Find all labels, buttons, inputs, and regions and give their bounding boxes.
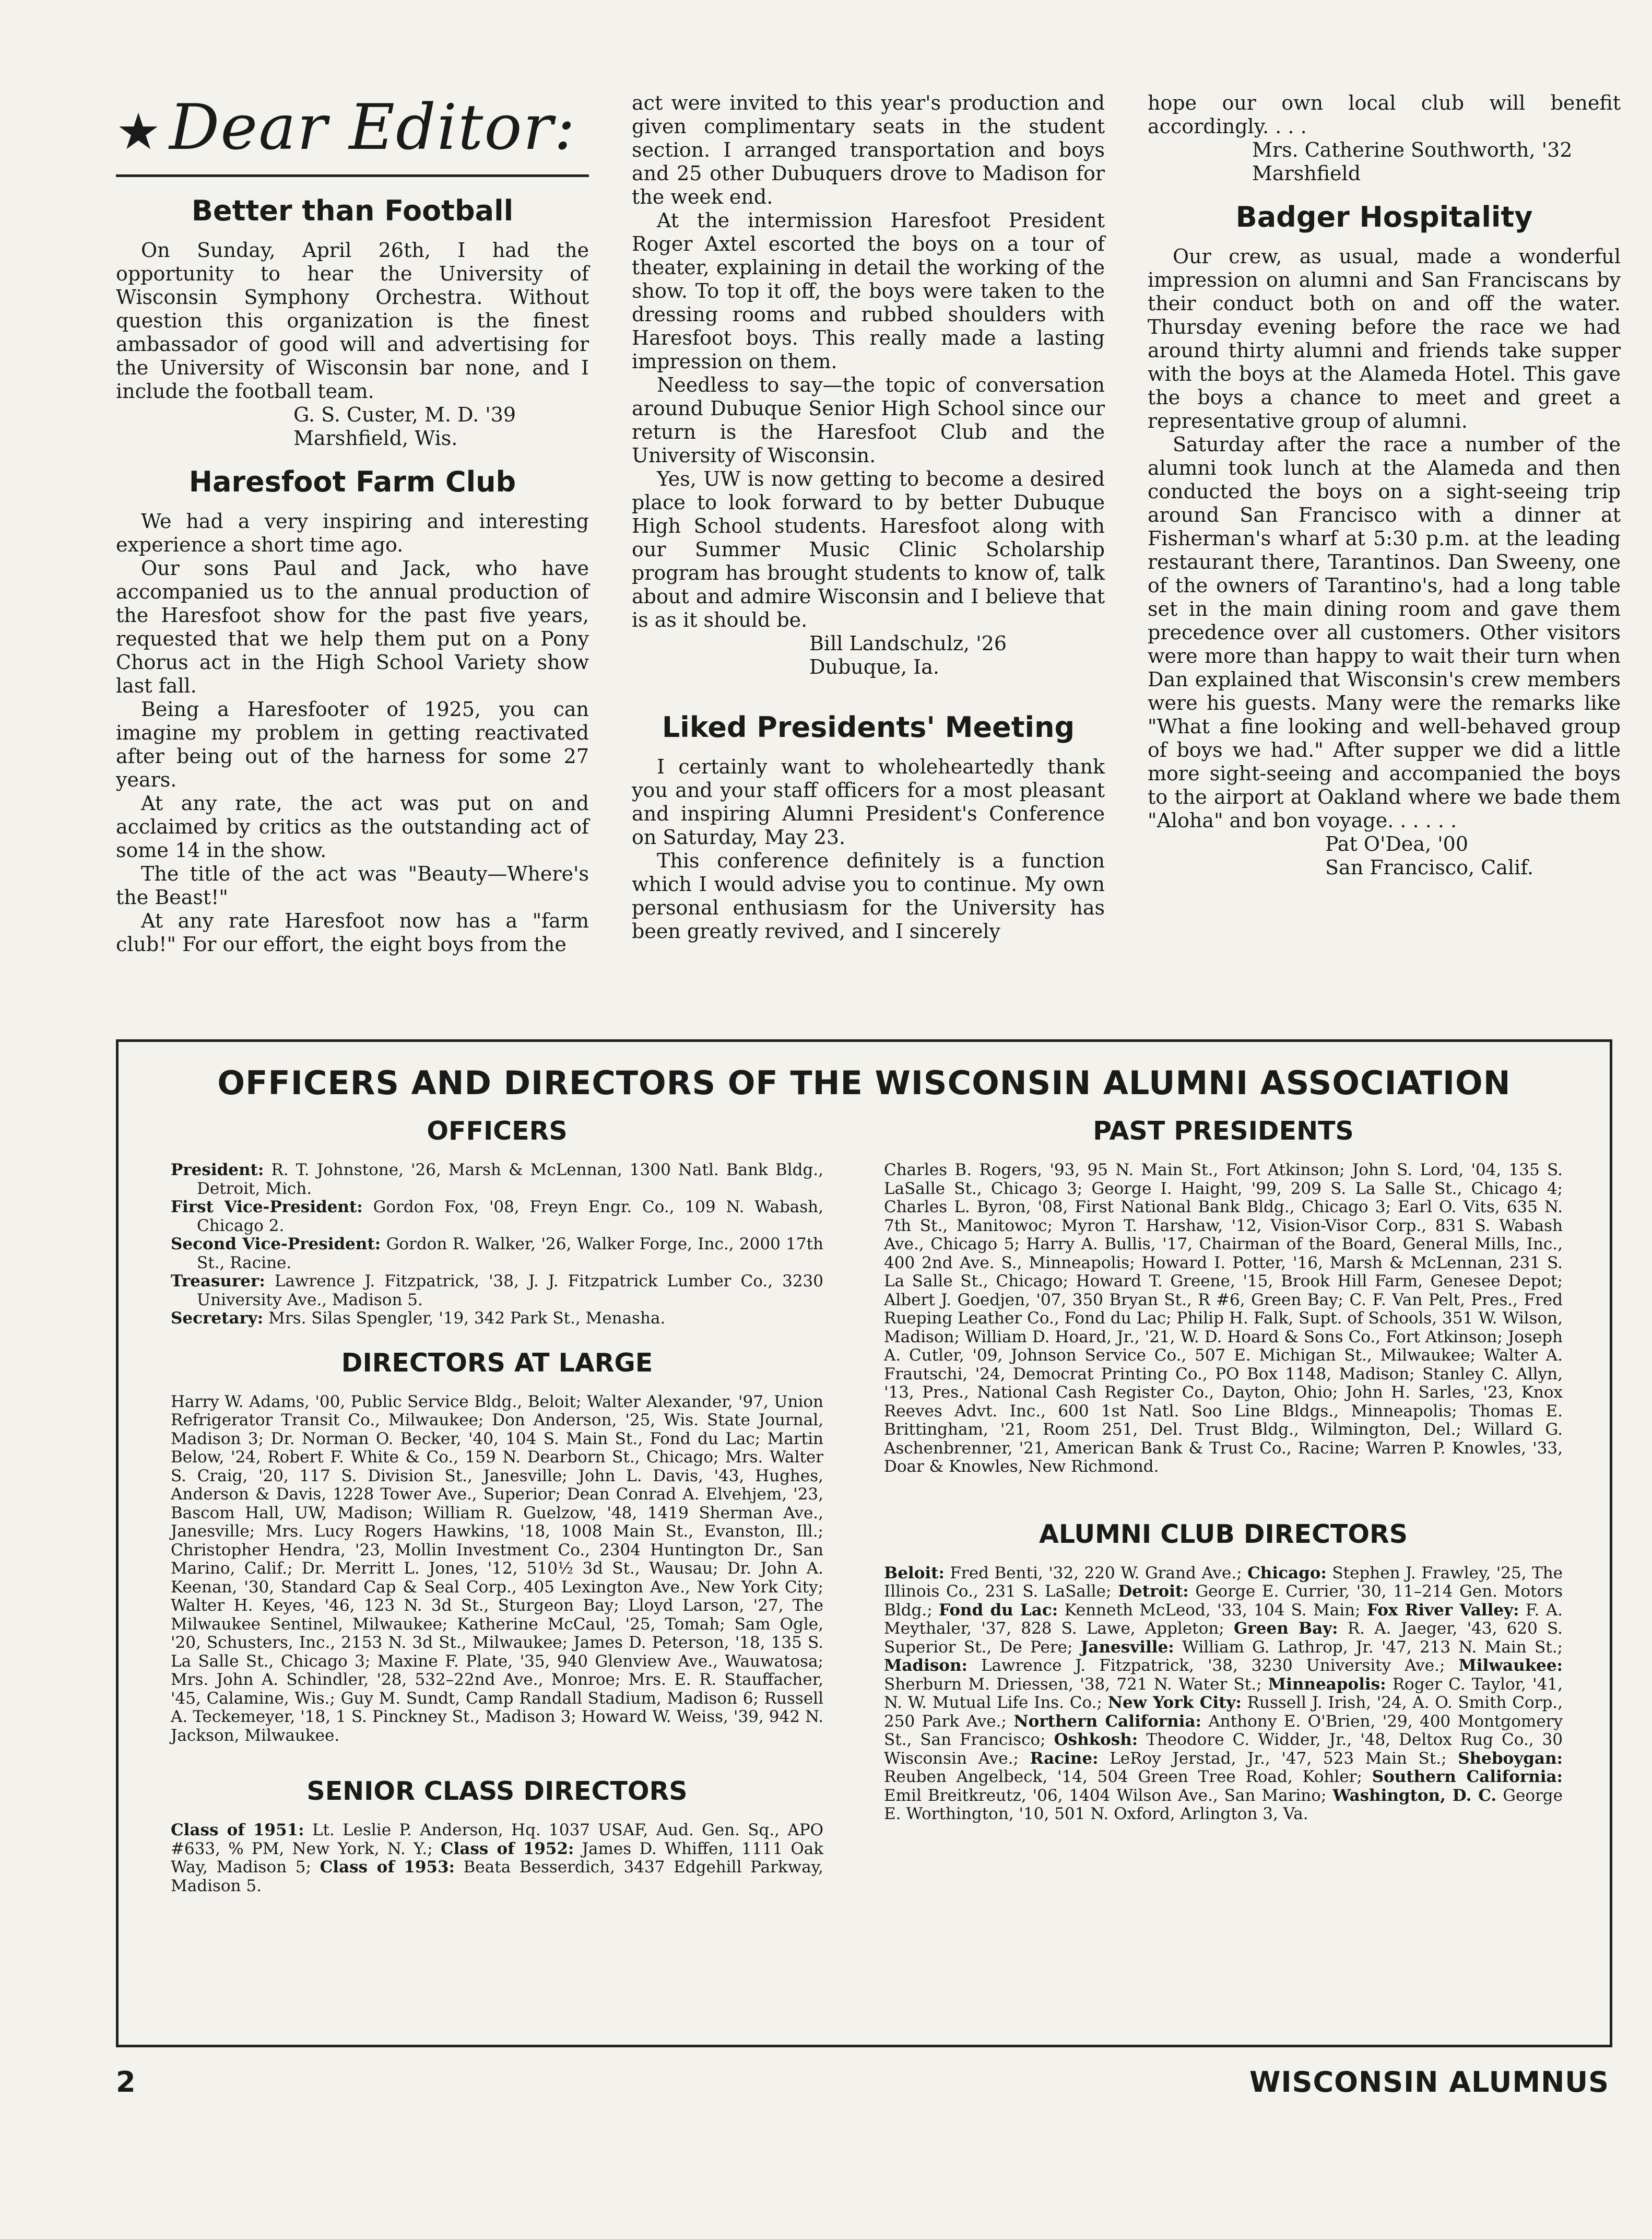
paragraph: At the intermission Haresfoot President Roger Axtel escorted the boys on a tour of theater, explaining in detail the working of the show. To top it off, the boys were taken to the dressing rooms and rubbed shoulders with Haresfoot boys. This really made a lasting impression on them. [632, 209, 1105, 373]
title-rule [116, 174, 589, 177]
club-text: Roger C. Taylor, '41, N. W. Mutual Life Ins. Co.; [884, 1674, 1563, 1712]
club-text: Anthony E. O'Brien, '29, 400 Montgomery St., San Francisco; [884, 1712, 1563, 1749]
signature-location: Marshfield, Wis. [293, 427, 458, 450]
officers-directors-box [116, 1039, 1612, 2047]
page-number: 2 [116, 2066, 136, 2099]
club-text: Fred Benti, '32, 220 W. Grand Ave.; [950, 1563, 1242, 1582]
club-label: Detroit: [1118, 1582, 1189, 1601]
signature-location: Marshfield [1252, 162, 1361, 185]
club-label: Oshkosh: [1054, 1730, 1138, 1749]
dear-editor-text: Dear Editor: [169, 91, 576, 164]
officer-entry [171, 1272, 823, 1309]
signature-location: Dubuque, Ia. [809, 655, 939, 678]
paragraph: Yes, UW is now getting to become a desired place to look forward to by better Dubuque High School students. Haresfoot along with our Summer Music Clinic Scholarship program has brought students to know of, talk about and admire Wisconsin and I believe that is as it should be. [632, 467, 1105, 631]
officer-role: Treasurer: [171, 1272, 265, 1291]
magazine-name: WISCONSIN ALUMNUS [1249, 2066, 1609, 2099]
section-heading-officers: OFFICERS [427, 1116, 568, 1146]
class-label: Class of 1952: [440, 1839, 574, 1858]
section-heading-club-directors: ALUMNI CLUB DIRECTORS [1039, 1519, 1408, 1549]
officer-entry [171, 1309, 823, 1328]
box-title: OFFICERS AND DIRECTORS OF THE WISCONSIN ALUMNI ASSOCIATION [217, 1064, 1511, 1102]
club-text: William G. Lathrop, Jr. '47, 213 N. Main St.; [1182, 1637, 1563, 1657]
officer-text: Mrs. Silas Spengler, '19, 342 Park St., Menasha. [268, 1309, 666, 1328]
class-text: Lt. Leslie P. Anderson, Hq. 1037 USAF, Aud. Gen. Sq., APO #633, % PM, New York, N. Y.; [171, 1821, 823, 1858]
paragraph: At any rate, the act was put on and acclaimed by critics as the outstanding act of some 14 in the show. [116, 792, 589, 862]
letter-heading-presidents: Liked Presidents' Meeting [662, 711, 1075, 744]
column-2 [632, 91, 1105, 943]
club-text: Sherburn M. Driessen, '38, 721 N. Water St.; [884, 1674, 1262, 1694]
club-text: F. A. Meythaler, '37, 828 S. Lawe, Appleton; [884, 1600, 1563, 1638]
club-label: Minneapolis: [1268, 1674, 1386, 1694]
officer-text: Gordon R. Walker, '26, Walker Forge, Inc., 2000 17th St., Racine. [197, 1235, 823, 1272]
club-label: Madison: [884, 1656, 967, 1675]
section-heading-senior-class: SENIOR CLASS DIRECTORS [306, 1776, 688, 1806]
class-label: Class of 1953: [320, 1858, 455, 1877]
paragraph: We had a very inspiring and interesting experience a short time ago. [116, 510, 589, 556]
officer-text: Gordon Fox, '08, Freyn Engr. Co., 109 N. Wabash, Chicago 2. [197, 1198, 824, 1235]
paragraph: Our crew, as usual, made a wonderful impression on alumni and San Franciscans by their conduct both on and off the water. Thursday evening before the race we had around thirty alumni and friends take supper with the boys at the Alameda Hotel. This gave the boys a chance to meet and greet a representative group of alumni. [1148, 245, 1621, 432]
section-heading-directors-at-large: DIRECTORS AT LARGE [341, 1347, 653, 1378]
paragraph-continued: act were invited to this year's production and given complimentary seats in the student section. I arranged transportation and boys and 25 other Dubuquers drove to Madison for the week end. [632, 91, 1105, 208]
club-label: Fox River Valley: [1366, 1600, 1519, 1620]
paragraph: Saturday after the race a number of the alumni took lunch at the Alameda and then conducted the boys on a sight-seeing trip around San Francisco with a dinner at Fisherman's wharf at 5:30 p.m. at the leading restaurant there, Tarantinos. Dan Sweeny, one of the owners of Tarantino's, had a long table set in the main dining room and gave them precedence over all customers. Other visitors were more than happy to wait their turn when Dan explained that Wisconsin's crew members were his guests. Many were the remarks like "What a fine looking and well-behaved group of boys we had." After supper we did a little more sight-seeing and accompanied the boys to the airport at Oakland where we bade them "Aloha" and bon voyage. . . . . . [1148, 433, 1621, 832]
club-label: Southern California: [1372, 1767, 1563, 1786]
club-text: Theodore C. Widder, Jr., '48, Deltox Rug Co., 30 Wisconsin Ave.; [884, 1730, 1563, 1768]
senior-class-text [171, 1821, 823, 1895]
club-directors-text [884, 1564, 1563, 1824]
box-right-column [884, 1115, 1563, 1824]
club-label: Green Bay: [1233, 1619, 1338, 1638]
letter-heading-football: Better than Football [191, 194, 514, 227]
officer-role: First Vice-President: [171, 1198, 363, 1216]
paragraph: The title of the act was "Beauty—Where's the Beast!" [116, 862, 589, 909]
paragraph: This conference definitely is a function which I would advise you to continue. My own personal enthusiasm for the University has been greatly revived, and I sincerely [632, 849, 1105, 943]
club-label: Northern California: [1013, 1712, 1201, 1731]
class-text: Beata Besserdich, 3437 Edgehill Parkway, Madison 5. [171, 1858, 823, 1895]
letter-heading-haresfoot: Haresfoot Farm Club [188, 465, 516, 498]
signature: G. S. Custer, M. D. '39 [293, 403, 516, 426]
club-text: Emil Breitkreutz, '06, 1404 Wilson Ave., San Marino; [884, 1786, 1327, 1805]
paragraph: Needless to say—the topic of conversation around Dubuque Senior High School since our return is the Haresfoot Club and the University of Wisconsin. [632, 373, 1105, 467]
officer-entry [171, 1235, 823, 1272]
signature-block [1252, 138, 1621, 185]
signature-block [293, 403, 589, 450]
signature-block [809, 632, 1105, 679]
club-label: Chicago: [1247, 1563, 1327, 1582]
signature-block [1325, 833, 1621, 880]
club-label: Milwaukee: [1458, 1656, 1563, 1675]
club-text: George E. Currier, '30, 11–214 Gen. Motors Bldg.; [884, 1582, 1563, 1620]
club-label: Beloit: [884, 1563, 945, 1582]
club-label: Janesville: [1080, 1637, 1174, 1657]
club-label: Fond du Lac: [939, 1600, 1058, 1620]
star-icon: ★ [116, 102, 162, 161]
section-heading-past-presidents: PAST PRESIDENTS [1093, 1116, 1354, 1146]
officer-role: Second Vice-President: [171, 1235, 381, 1253]
dear-editor-title [116, 91, 589, 168]
officer-role: President: [171, 1160, 264, 1179]
officer-role: Secretary: [171, 1309, 264, 1328]
club-text: George E. Worthington, '10, 501 N. Oxford, Arlington 3, Va. [884, 1786, 1563, 1823]
signature: Bill Landschulz, '26 [809, 632, 1007, 655]
box-left-column [171, 1115, 823, 1895]
signature: Pat O'Dea, '00 [1325, 833, 1469, 855]
column-1 [116, 91, 589, 956]
directors-at-large-text: Harry W. Adams, '00, Public Service Bldg., Beloit; Walter Alexander, '97, Union Refrigerator Transit Co., Milwaukee; Don Anderson, '25, Wis. State Journal, Madison 3; Dr. Norman O. Becker, '40, 104 S. Main St., Fond du Lac; Martin Below, '24, Robert F. White & Co., 159 N. Dearborn St., Chicago; Mrs. Walter S. Craig, '20, 117 S. Division St., Janesville; John L. Davis, '43, Hughes, Anderson & Davis, 1228 Tower Ave., Superior; Dean Conrad A. Elvehjem, '23, Bascom Hall, UW, Madison; William R. Guelzow, '48, 1419 Sherman Ave., Janesville; Mrs. Lucy Rogers Hawkins, '18, 1008 Main St., Evanston, Ill.; Christopher Hendra, '23, Mollin Investment Co., 2304 Huntington Dr., San Marino, Calif.; Dr. Merritt L. Jones, '12, 510½ 3d St., Wausau; Dr. John A. Keenan, '30, Standard Cap & Seal Corp., 405 Lexington Ave., New York City; Walter H. Keyes, '46, 123 N. 3d St., Sturgeon Bay; Lloyd Larson, '27, The Milwaukee Sentinel, Milwaukee; Katherine McCaul, '25, Tomah; Sam Ogle, '20, Schusters, Inc., 2153 N. 3d St., Milwaukee; James D. Peterson, '18, 135 S. La Salle St., Chicago 3; Maxine F. Plate, '35, 940 Glenview Ave., Wauwatosa; Mrs. John A. Schindler, '28, 532–22nd Ave., Monroe; Mrs. E. R. Stauffacher, '45, Calamine, Wis.; Guy M. Sundt, Camp Randall Stadium, Madison 6; Russell A. Teckemeyer, '18, 1 S. Pinckney St., Madison 3; Howard W. Weiss, '39, 942 N. Jackson, Milwaukee. [171, 1392, 823, 1745]
officer-entry [171, 1161, 823, 1198]
class-text: James D. Whiffen, 1111 Oak Way, Madison 5; [171, 1839, 823, 1877]
officer-text: Lawrence J. Fitzpatrick, '38, J. J. Fitzpatrick Lumber Co., 3230 University Ave., Madison 5. [197, 1272, 824, 1309]
paragraph: On Sunday, April 26th, I had the opportunity to hear the University of Wisconsin Symphony Orchestra. Without question this organization is the finest ambassador of good will and advertising for the University of Wisconsin bar none, and I include the football team. [116, 239, 589, 403]
club-text: Reuben Angelbeck, '14, 504 Green Tree Road, Kohler; [884, 1767, 1362, 1786]
paragraph: Being a Haresfooter of 1925, you can imagine my problem in getting reactivated after being out of the harness for some 27 years. [116, 698, 589, 791]
officer-entry [171, 1198, 823, 1235]
paragraph-continued: hope our own local club will benefit accordingly. . . . [1148, 91, 1621, 138]
club-label: New York City: [1107, 1693, 1242, 1712]
club-text: Kenneth McLeod, '33, 104 S. Main; [1064, 1600, 1361, 1620]
club-text: Lawrence J. Fitzpatrick, '38, 3230 University Ave.; [981, 1656, 1445, 1675]
letter-heading-hospitality: Badger Hospitality [1235, 201, 1533, 233]
club-text: LeRoy Jerstad, Jr., '47, 523 Main St.; [1110, 1749, 1447, 1768]
paragraph: I certainly want to wholeheartedly thank you and your staff officers for a most pleasant and inspiring Alumni President's Conference on Saturday, May 23. [632, 755, 1105, 849]
club-text: Stephen J. Frawley, '25, The Illinois Co., 231 S. LaSalle; [884, 1563, 1563, 1601]
column-3 [1148, 91, 1621, 880]
officer-text: R. T. Johnstone, '26, Marsh & McLennan, 1300 Natl. Bank Bldg., Detroit, Mich. [197, 1160, 824, 1198]
paragraph: Our sons Paul and Jack, who have accompanied us to the annual production of the Haresfoot show for the past five years, requested that we help them put on a Pony Chorus act in the High School Variety show last fall. [116, 557, 589, 697]
paragraph: At any rate Haresfoot now has a "farm club!" For our effort, the eight boys from the [116, 909, 589, 956]
past-presidents-text: Charles B. Rogers, '93, 95 N. Main St., Fort Atkinson; John S. Lord, '04, 135 S. LaSalle St., Chicago 3; George I. Haight, '99, 209 S. La Salle St., Chicago 4; Charles L. Byron, '08, First National Bank Bldg., Chicago 3; Earl O. Vits, 635 N. 7th St., Manitowoc; Myron T. Harshaw, '12, Vision-Visor Corp., 831 S. Wabash Ave., Chicago 5; Harry A. Bullis, '17, Chairman of the Board, General Mills, Inc., 400 2nd Ave. S., Minneapolis; Howard I. Potter, '16, Marsh & McLennan, 231 S. La Salle St., Chicago; Howard T. Greene, '15, Brook Hill Farm, Genesee Depot; Albert J. Goedjen, '07, 350 Bryan St., R #6, Green Bay; C. F. Van Pelt, Pres., Fred Rueping Leather Co., Fond du Lac; Philip H. Falk, Supt. of Schools, 351 W. Wilson, Madison; William D. Hoard, Jr., '21, W. D. Hoard & Sons Co., Fort Atkinson; Joseph A. Cutler, '09, Johnson Service Co., 507 E. Michigan St., Milwaukee; Walter A. Frautschi, '24, Democrat Printing Co., PO Box 1148, Madison; Stanley C. Allyn, '13, Pres., National Cash Register Co., Dayton, Ohio; John H. Sarles, '23, Knox Reeves Advt. Inc., 600 1st Natl. Soo Line Bldgs., Minneapolis; Thomas E. Brittingham, '21, Room 251, Del. Trust Bldg., Wilmington, Del.; Willard G. Aschenbrenner, '21, American Bank & Trust Co., Racine; Warren P. Knowles, '33, Doar & Knowles, New Richmond. [884, 1160, 1563, 1476]
club-label: Sheboygan: [1458, 1749, 1563, 1768]
club-text: Russell J. Irish, '24, A. O. Smith Corp., 250 Park Ave.; [884, 1693, 1563, 1731]
club-text: R. A. Jaeger, '43, 620 S. Superior St., De Pere; [884, 1619, 1563, 1657]
class-label: Class of 1951: [171, 1821, 304, 1839]
signature-location: San Francisco, Calif. [1325, 856, 1533, 879]
club-label: Racine: [1030, 1749, 1099, 1768]
club-label: Washington, D. C. [1332, 1786, 1497, 1805]
signature: Mrs. Catherine Southworth, '32 [1252, 138, 1573, 161]
